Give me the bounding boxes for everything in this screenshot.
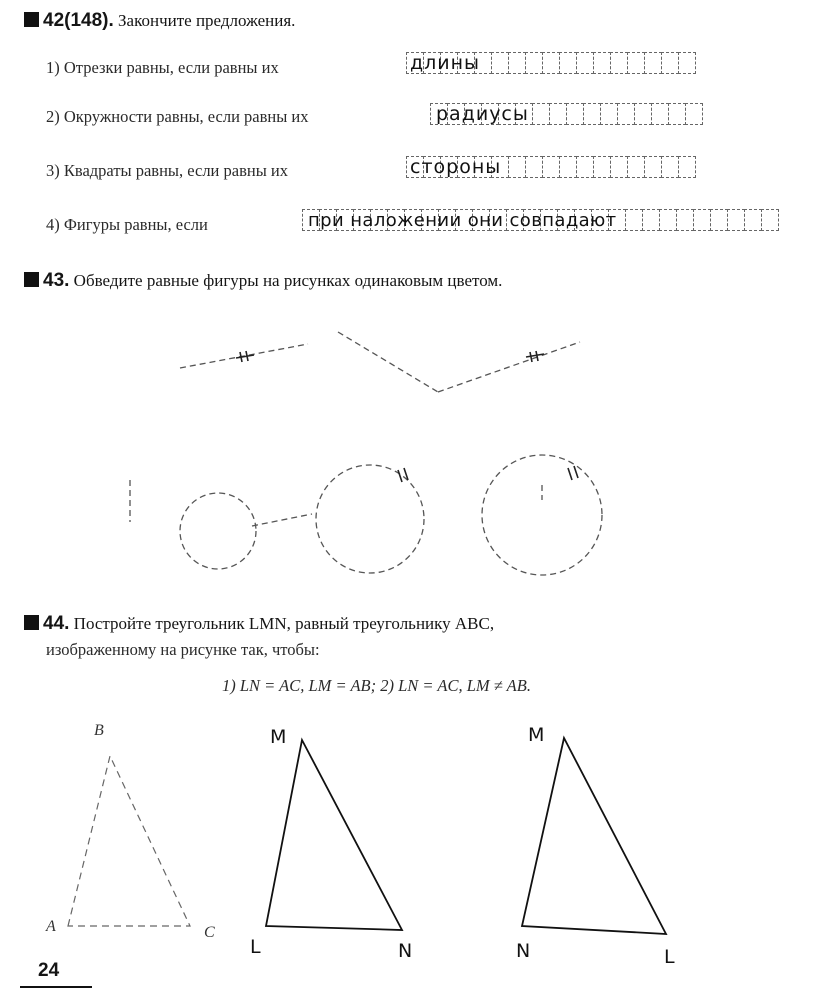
segment-3	[438, 342, 580, 392]
task-marker-square	[24, 12, 39, 27]
vertex-a-label: A	[46, 918, 56, 935]
tick-mark-1	[236, 351, 254, 362]
circle-large	[482, 455, 602, 575]
task-42-item-3-text: 3) Квадраты равны, если равны их	[46, 161, 288, 180]
task-42-answer-4: при наложении они совпадают	[308, 210, 617, 231]
triangle-lmn-1	[266, 740, 402, 930]
tri2-vertex-n: N	[516, 940, 531, 962]
task-42-answer-1: длины	[410, 52, 481, 74]
tick-mark-2	[526, 351, 544, 362]
tri1-vertex-m: M	[270, 726, 287, 748]
task-44-line-1: Постройте треугольник LMN, равный треугольнику ABC,	[73, 614, 495, 633]
tri2-vertex-l: L	[664, 946, 675, 968]
task-42-answer-2: радиусы	[436, 103, 529, 125]
vertex-b-label: B	[94, 722, 104, 739]
task-44-number: 44.	[43, 613, 70, 634]
circle-medium	[316, 465, 424, 573]
segment-2	[338, 332, 438, 392]
task-42-title: Закончите предложения.	[118, 11, 296, 30]
task-44-heading	[24, 613, 494, 635]
task-44-triangles	[0, 700, 836, 994]
task-44-conditions: 1) LN = AC, LM = AB; 2) LN = AC, LM ≠ AB.	[222, 676, 531, 695]
triangle-lmn-2	[522, 738, 666, 934]
vertex-c-label: C	[204, 924, 215, 941]
connector-segment	[252, 514, 312, 526]
task-42-item-2-text: 2) Окружности равны, если равны их	[46, 107, 309, 126]
page-number: 24	[38, 960, 60, 981]
task-marker-square	[24, 272, 39, 287]
task-42-heading	[24, 10, 295, 32]
page-number-underline	[20, 986, 92, 988]
task-44-line-2: изображенному на рисунке так, чтобы:	[46, 640, 320, 659]
task-42-item-4-text: 4) Фигуры равны, если	[46, 215, 208, 234]
task-42-number: 42(148).	[43, 10, 114, 31]
tick-mark-4	[568, 466, 578, 480]
tri2-vertex-m: M	[528, 724, 545, 746]
task-43-number: 43.	[43, 270, 70, 291]
tri1-vertex-l: L	[250, 936, 261, 958]
tri1-vertex-n: N	[398, 940, 413, 962]
task-42-item-1-text: 1) Отрезки равны, если равны их	[46, 58, 279, 77]
triangle-abc	[68, 756, 190, 926]
task-marker-square	[24, 615, 39, 630]
task-42-answer-3: стороны	[410, 156, 502, 178]
task-43-title: Обведите равные фигуры на рисунках одинаковым цветом.	[73, 271, 503, 290]
task-43-heading	[24, 270, 502, 292]
circle-small	[180, 493, 256, 569]
task-43-figures	[0, 300, 836, 600]
